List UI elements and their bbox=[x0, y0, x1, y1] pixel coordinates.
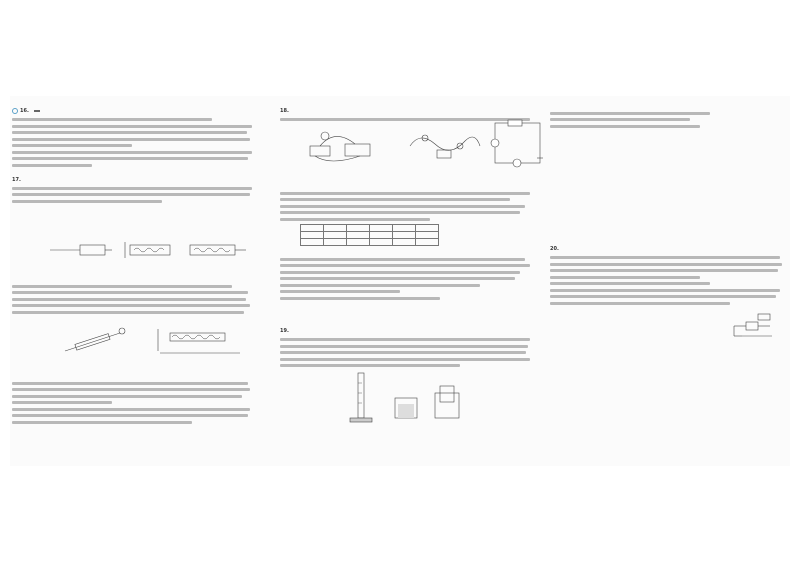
column-right bbox=[550, 108, 790, 128]
exam-sheet bbox=[10, 96, 790, 466]
question-16 bbox=[12, 108, 262, 115]
table-row bbox=[301, 225, 439, 232]
question-20 bbox=[550, 246, 790, 253]
figure-17-2 bbox=[60, 321, 250, 361]
column-left bbox=[12, 108, 262, 203]
question-17 bbox=[12, 177, 262, 184]
figure-18-jia bbox=[300, 128, 380, 168]
question-19 bbox=[280, 328, 545, 335]
question-number: 16. bbox=[20, 108, 29, 114]
question-number: 17. bbox=[12, 176, 21, 183]
figure-20 bbox=[732, 311, 782, 341]
question-number: 18. bbox=[280, 108, 289, 114]
data-table bbox=[300, 224, 439, 246]
figure-18-bing bbox=[490, 118, 545, 168]
figure-19 bbox=[340, 368, 470, 428]
question-18 bbox=[280, 108, 545, 115]
question-number: 20. bbox=[550, 246, 559, 252]
question-number: 19. bbox=[280, 328, 289, 334]
table-row bbox=[301, 239, 439, 246]
figure-17-1 bbox=[50, 236, 250, 264]
figure-18-yi bbox=[405, 126, 485, 166]
answer-tag bbox=[34, 110, 40, 112]
table-row bbox=[301, 232, 439, 239]
ring-icon bbox=[12, 108, 18, 114]
